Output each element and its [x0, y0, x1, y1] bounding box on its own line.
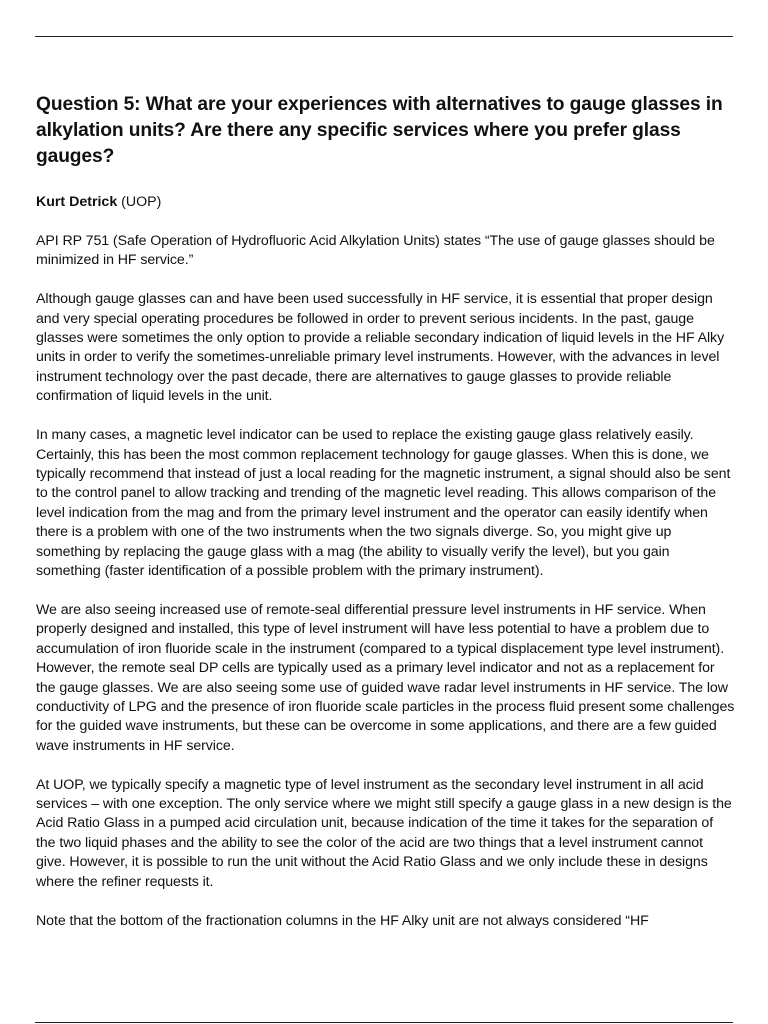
bottom-rule	[35, 1022, 733, 1023]
question-heading: Question 5: What are your experiences with alternatives to gauge glasses in alkylation units? Are there any specific services where you prefer glass gauges?	[36, 94, 723, 167]
paragraph-api-rp-751: API RP 751 (Safe Operation of Hydrofluoric Acid Alkylation Units) states “The use of gauge glasses should be minimized in HF service.”	[36, 232, 715, 269]
author-byline	[36, 193, 736, 212]
paragraph-magnetic-level-indicator: In many cases, a magnetic level indicator can be used to replace the existing gauge glass relatively easily. Certainly, this has been the most common replacement technology for gauge glasses. When this is done, we typically recommend that instead of just a local reading for the magnetic instrument, a signal should also be sent to the control panel to allow tracking and trending of the magnetic level reading. This allows comparison of the level indication from the mag and from the primary level instrument and the operator can easily identify when there is a problem with one of the two instruments when the two signals diverge. So, you might give up something by replacing the gauge glass with a mag (the ability to visually verify the level), but you gain something (faster identification of a possible problem with the primary instrument).	[36, 427, 731, 579]
document-body	[36, 92, 736, 931]
author-name: Kurt Detrick	[36, 194, 118, 210]
author-affiliation: (UOP)	[117, 194, 162, 210]
paragraph-fractionation-note: Note that the bottom of the fractionation columns in the HF Alky unit are not always considered “HF	[36, 912, 649, 929]
top-rule	[35, 36, 733, 37]
paragraph-uop-practice: At UOP, we typically specify a magnetic type of level instrument as the secondary level instrument in all acid services – with one exception. The only service where we might still specify a gauge glass in a new design is the Acid Ratio Glass in a pumped acid circulation unit, because indication of the time it takes for the separation of the two liquid phases and the ability to see the color of the acid are two things that a level instrument cannot give. However, it is possible to run the unit without the Acid Ratio Glass and we only include these in designs where the refiner requests it.	[36, 776, 732, 890]
paragraph-gauge-glass-history: Although gauge glasses can and have been used successfully in HF service, it is essential that proper design and very special operating procedures be followed in order to prevent serious incidents. In the past, gauge glasses were sometimes the only option to provide a reliable secondary indication of liquid levels in the HF Alky units in order to verify the sometimes-unreliable primary level instruments. However, with the advances in level instrument technology over the past decade, there are alternatives to gauge glasses to provide reliable confirmation of liquid levels in the unit.	[36, 291, 725, 405]
paragraph-remote-seal-dp: We are also seeing increased use of remote-seal differential pressure level instruments in HF service. When properly designed and installed, this type of level instrument will have less potential to have a problem due to accumulation of iron fluoride scale in the instrument (compared to a typical displacement type level instrument). However, the remote seal DP cells are typically used as a primary level indicator and not as a replacement for the gauge glasses. We are also seeing some use of guided wave radar level instruments in HF service. The low conductivity of LPG and the presence of iron fluoride scale particles in the process fluid present some challenges for the guided wave instruments, but these can be overcome in some applications, and there are a few guided wave instruments in HF service.	[36, 601, 735, 754]
